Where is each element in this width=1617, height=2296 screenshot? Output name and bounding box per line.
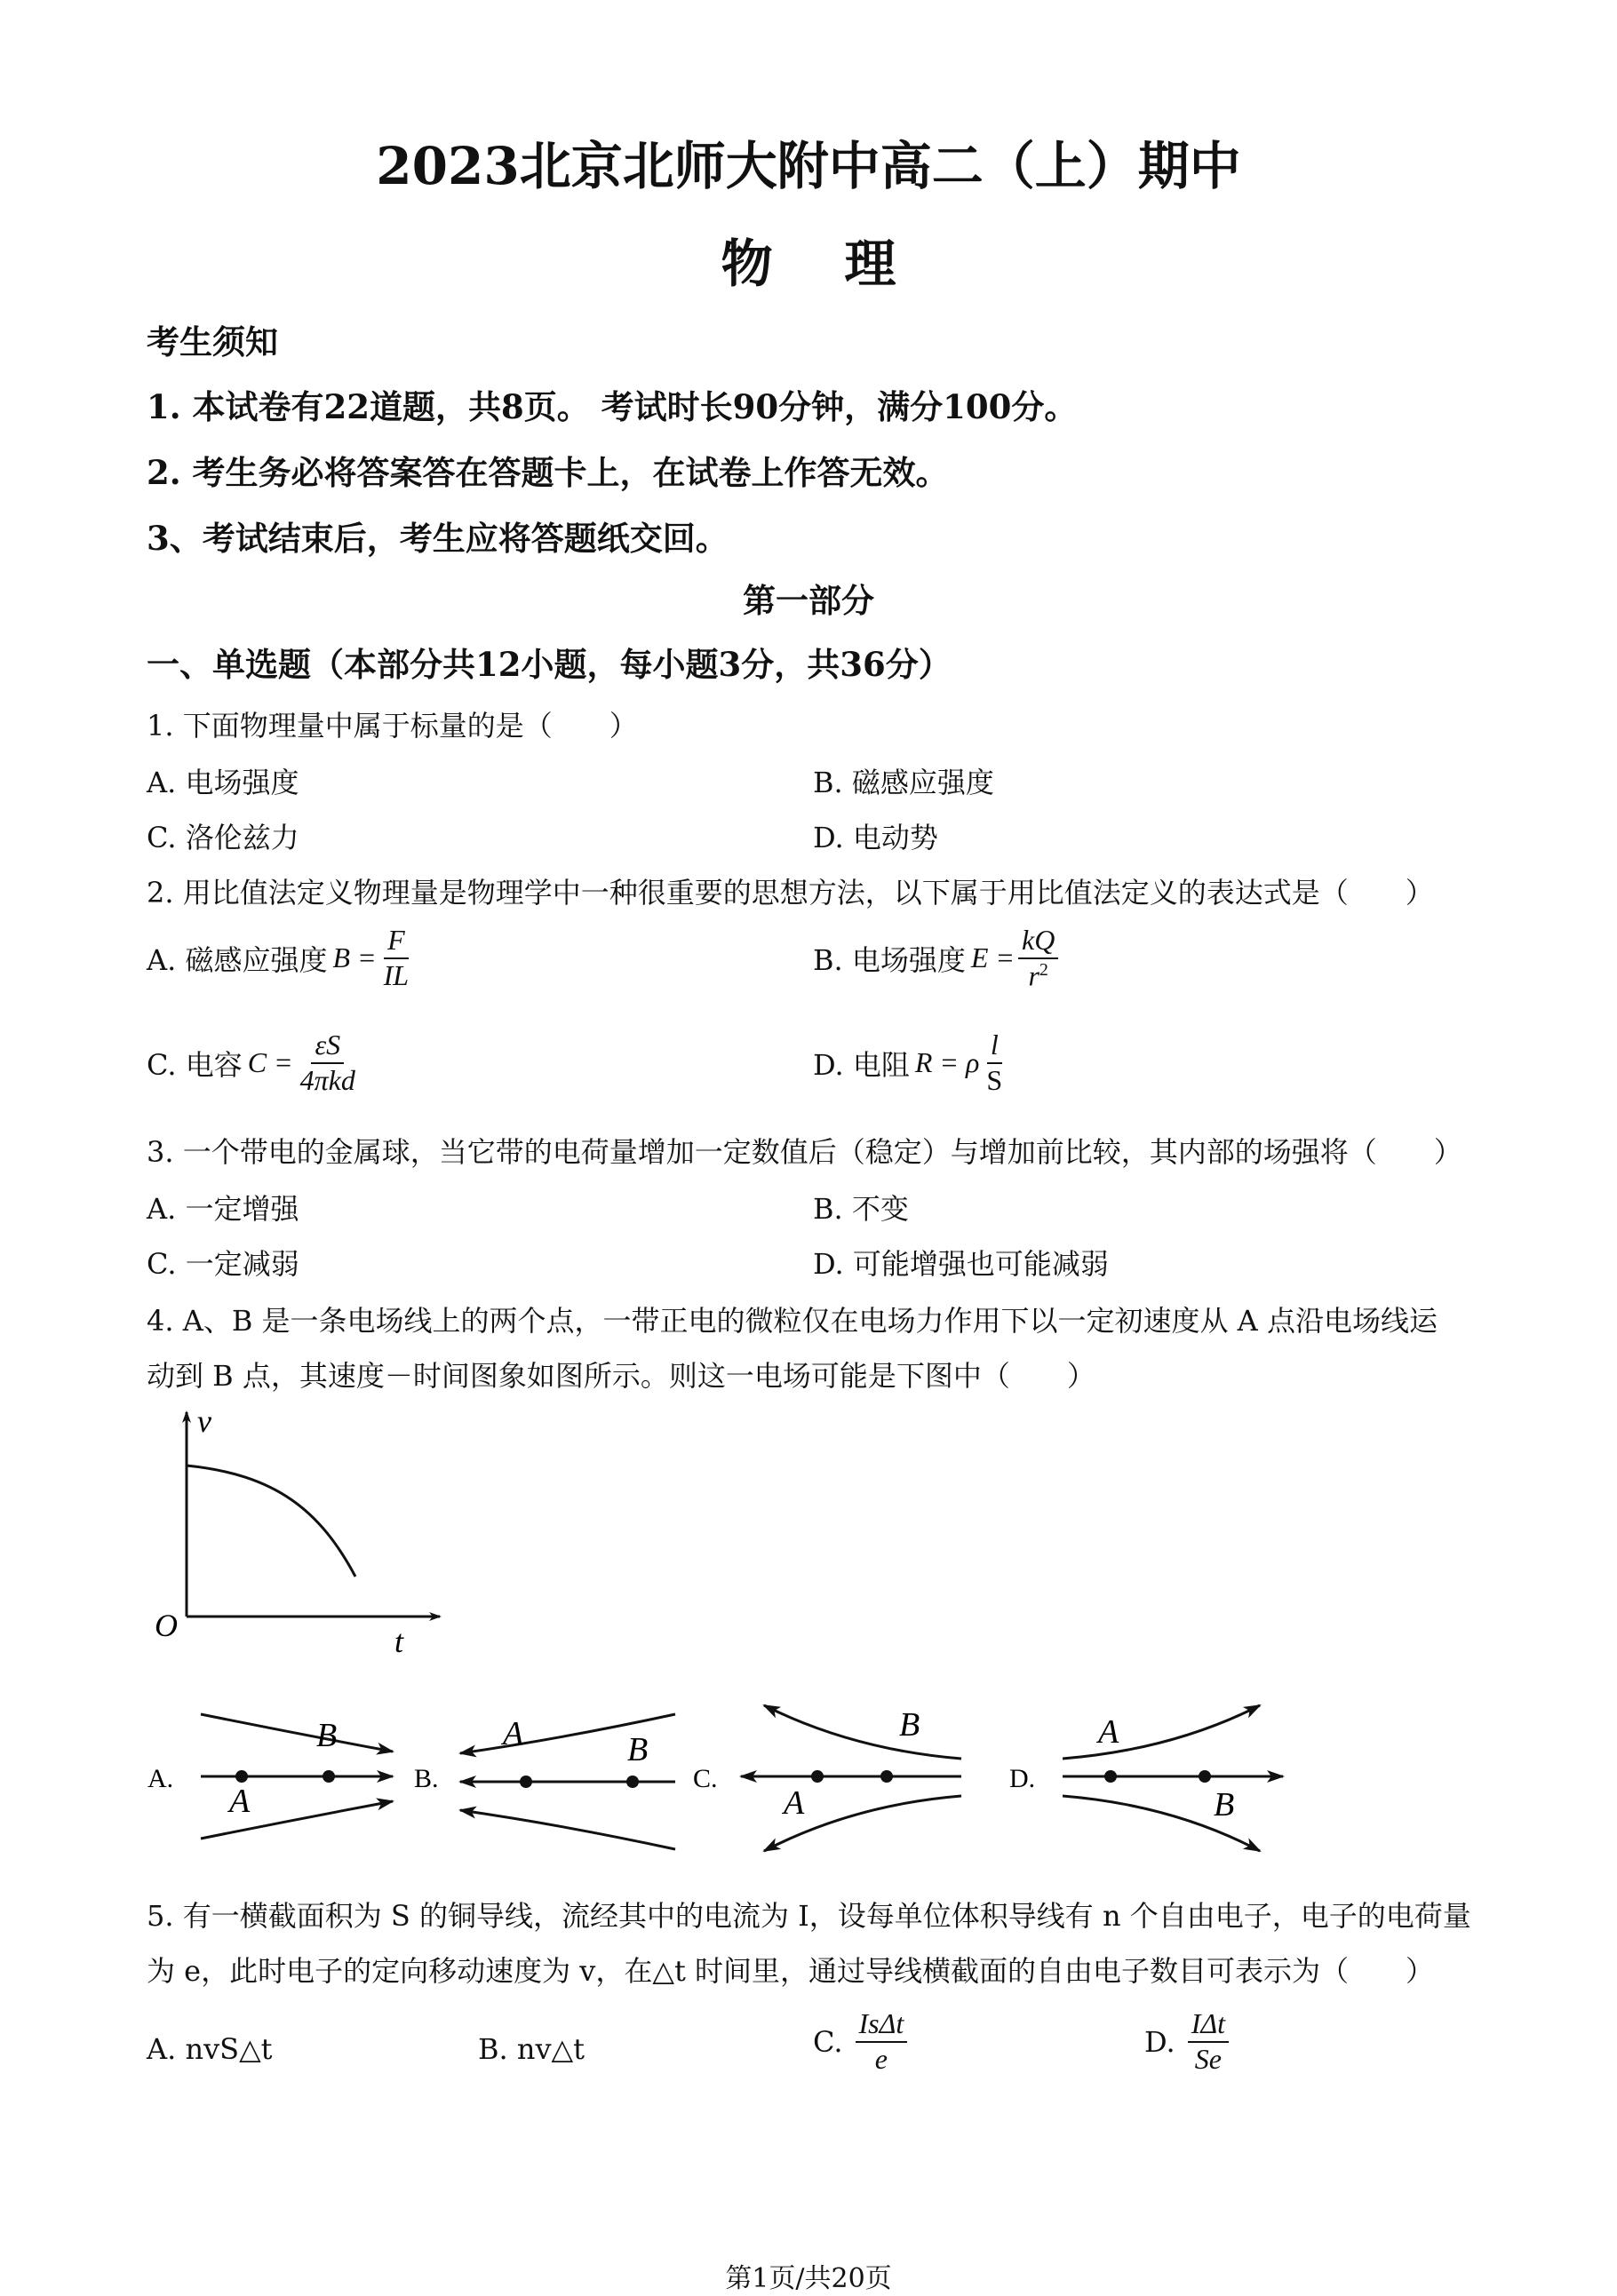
subject-title: 物 理 [721,234,896,294]
q2-d-den: S [986,1063,1003,1096]
q4-vt-graph [142,1394,462,1661]
q5-c-num: IsΔt [856,2009,908,2043]
q5-d-num: IΔt [1188,2009,1229,2043]
q2-d-fraction [983,1030,1006,1095]
q4-c-point-b: B [899,1706,920,1744]
q3-stem: 3. 一个带电的金属球，当它带的电荷量增加一定数值后（稳定）与增加前比较，其内部的场强将（ ） [147,1135,1462,1169]
q2-a-fraction [380,926,412,990]
q5-option-a: A. nvS△t [147,2032,273,2066]
q1-option-b: B. 磁感应强度 [813,766,994,799]
q4-stem-line2: 动到 B 点，其速度－时间图象如图所示。则这一电场可能是下图中（ ） [147,1359,1095,1393]
q5-d-fraction [1188,2009,1229,2074]
notice-item-2: 2. 考生务必将答案答在答题卡上，在试卷上作答无效。 [147,453,949,492]
notice-item-3: 3、考试结束后，考生应将答题纸交回。 [147,519,729,558]
q4-option-b-field [460,1714,675,1849]
vt-y-label: v [197,1403,211,1439]
q5-option-c [813,2009,911,2074]
section-heading: 一、单选题（本部分共12小题，每小题3分，共36分） [147,645,952,684]
q5-d-den: Se [1194,2042,1222,2075]
q4-option-c-field [741,1705,961,1851]
q1-option-c: C. 洛伦兹力 [147,821,299,854]
q2-option-c [147,1030,362,1095]
exam-title: 2023北京北师大附中高二（上）期中 [376,136,1241,196]
q2-b-den-exp: 2 [1039,959,1048,980]
q3-option-d: D. 可能增强也可能减弱 [813,1247,1109,1281]
q2-stem: 2. 用比值法定义物理量是物理学中一种很重要的思想方法，以下属于用比值法定义的表达式是（ ） [147,876,1434,910]
notice-heading: 考生须知 [147,322,278,361]
q4-stem-line1: 4. A、B 是一条电场线上的两个点，一带正电的微粒仅在电场力作用下以一定初速度从 A 点沿电场线运 [147,1304,1438,1338]
q4-d-point-b: B [1214,1786,1235,1823]
q3-option-a: A. 一定增强 [147,1192,299,1226]
q2-b-num: kQ [1018,926,1058,959]
q2-b-lhs: E = [970,941,1016,974]
q4-option-a-field [201,1714,393,1839]
q5-option-d [1144,2009,1232,2074]
q2-option-b [813,926,1062,991]
q2-a-num: F [384,926,409,959]
q1-option-a: A. 电场强度 [147,766,299,799]
q2-d-num: l [987,1030,1002,1064]
q5-stem-line2: 为 e，此时电子的定向移动速度为 v，在△t 时间里，通过导线横截面的自由电子数目可表示为（ ） [147,1954,1435,1988]
q2-a-prefix: A. 磁感应强度 [147,942,328,977]
q1-option-d: D. 电动势 [813,821,938,854]
q3-option-c: C. 一定减弱 [147,1247,299,1281]
q2-a-lhs: B = [332,941,377,974]
q2-c-prefix: C. 电容 [147,1047,243,1082]
q3-option-b: B. 不变 [813,1192,909,1226]
q2-c-num: εS [311,1030,344,1064]
q4-a-point-b: B [316,1717,338,1754]
q2-d-lhs: R = ρ [914,1046,980,1079]
q4-option-d-label: D. [1009,1764,1036,1793]
q2-c-den: 4πkd [299,1063,355,1096]
q5-c-fraction [856,2009,908,2074]
q2-b-den: r [1028,959,1040,992]
q4-option-b-label: B. [414,1764,439,1793]
q4-d-point-a: A [1098,1713,1119,1751]
q5-stem-line1: 5. 有一横截面积为 S 的铜导线，流经其中的电流为 I，设每单位体积导线有 n 个自由电子，电子的电荷量 [147,1899,1471,1933]
q2-c-lhs: C = [247,1046,293,1079]
q5-option-b: B. nv△t [478,2032,585,2066]
notice-item-1: 1. 本试卷有22道题，共8页。 考试时长90分钟，满分100分。 [147,387,1078,426]
q4-b-point-a: A [503,1715,524,1752]
q2-c-fraction [297,1030,359,1095]
q2-a-den: IL [383,958,410,991]
q2-b-fraction [1018,926,1058,991]
vt-origin-label: O [155,1608,178,1643]
q4-option-a-label: A. [147,1764,174,1793]
q1-stem: 1. 下面物理量中属于标量的是（ ） [147,709,638,743]
q2-b-prefix: B. 电场强度 [813,942,966,977]
part-label: 第一部分 [743,581,874,620]
q4-a-point-a: A [229,1783,251,1820]
q4-option-c-label: C. [693,1764,718,1793]
q5-c-den: e [874,2042,888,2075]
q4-b-point-b: B [627,1731,649,1768]
q4-options-diagram [142,1679,1297,1865]
q2-option-d [813,1030,1009,1095]
vt-x-label: t [394,1624,404,1659]
q4-option-d-field [1063,1705,1283,1851]
q2-option-a [147,926,416,990]
page-number: 第1页/共20页 [725,2263,892,2294]
q5-d-prefix: D. [1144,2024,1175,2059]
q5-c-prefix: C. [813,2024,843,2059]
q4-c-point-a: A [784,1784,805,1822]
q2-d-prefix: D. 电阻 [813,1047,910,1082]
vt-curve [187,1466,355,1577]
